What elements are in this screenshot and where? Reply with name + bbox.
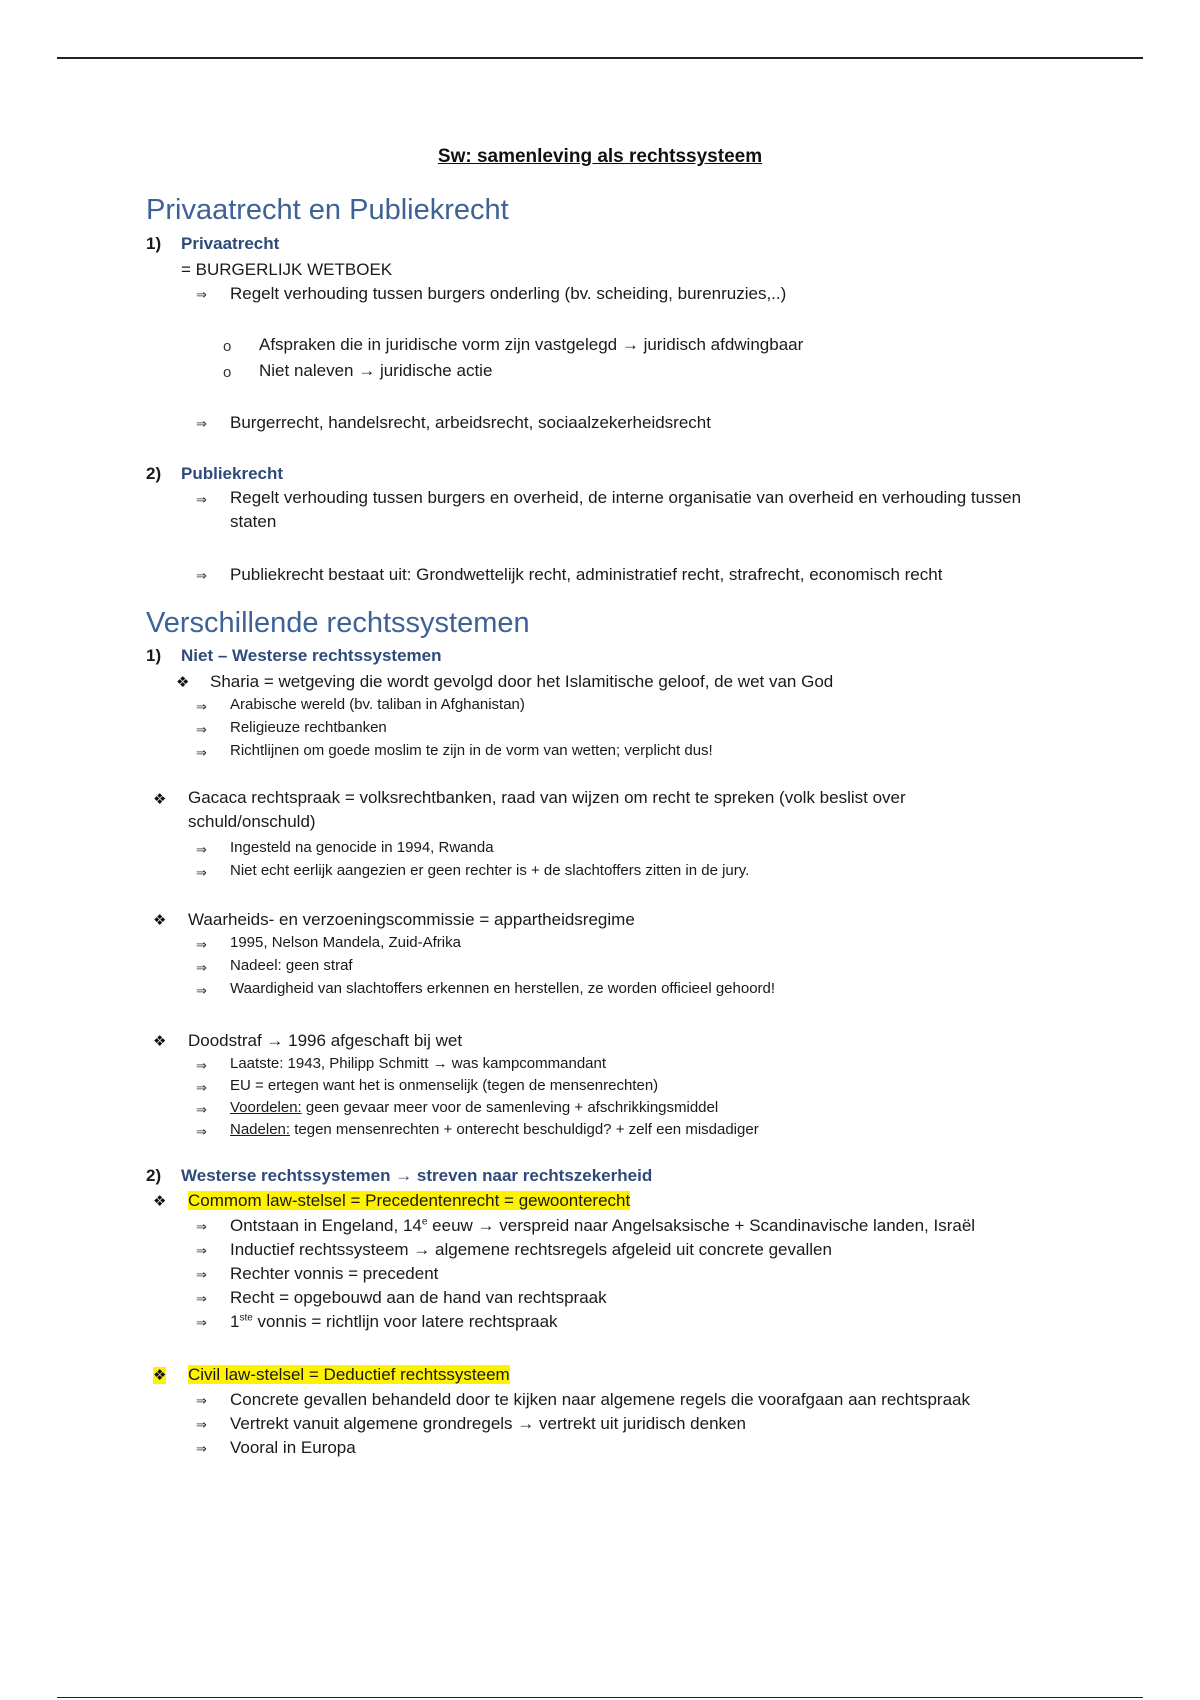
subheading-niet-westerse: Niet – Westerse rechtssystemen [181,646,442,665]
arrow-bullet-icon: ⇒ [196,1102,207,1117]
list-item-doodstraf: Doodstraf → 1996 afgeschaft bij wet [188,1031,463,1050]
arrow-bullet-icon: ⇒ [196,568,207,583]
diamond-bullet-icon: ❖ [153,1193,167,1210]
arrow-bullet-icon: ⇒ [196,1291,207,1306]
subheading-westerse: Westerse rechtssystemen → streven naar rechtszekerheid [181,1166,653,1185]
circle-bullet-icon: o [223,338,232,355]
list-item: Regelt verhouding tussen burgers onderling (bv. scheiding, burenruzies,..) [230,284,787,303]
item-text: 1 [230,1312,240,1331]
arrow-bullet-icon: ⇒ [196,287,207,302]
list-number: 2) [146,1166,162,1185]
voordelen-text: geen gevaar meer voor de samenleving + afschrikkingsmiddel [301,1099,719,1116]
bottom-rule [57,1697,1143,1698]
list-number: 1) [146,234,162,253]
list-item: Inductief rechtssysteem → algemene rechtsregels afgeleid uit concrete gevallen [230,1240,832,1259]
arrow-bullet-icon: ⇒ [196,1080,207,1095]
arrow-bullet-icon: ⇒ [196,1393,207,1408]
arrow-bullet-icon: ⇒ [196,983,207,998]
arrow-bullet-icon: ⇒ [196,960,207,975]
list-item: Niet naleven → juridische actie [259,361,493,380]
arrow-bullet-icon: ⇒ [196,699,207,714]
arrow-bullet-icon: ⇒ [196,842,207,857]
arrow-bullet-icon: ⇒ [196,745,207,760]
diamond-bullet-icon: ❖ [153,791,167,808]
arrow-bullet-icon: ⇒ [196,1417,207,1432]
list-item-common-law [188,1191,630,1211]
list-item: Religieuze rechtbanken [230,719,387,736]
definition-text: = BURGERLIJK WETBOEK [181,260,393,279]
superscript: e [421,1216,428,1228]
list-item: Nadeel: geen straf [230,957,353,974]
list-item-gacaca: Gacaca rechtspraak = volksrechtbanken, raad van wijzen om recht te spreken (volk beslist over schuld/onschuld) [188,788,906,831]
superscript: ste [239,1312,253,1324]
arrow-bullet-icon: ⇒ [196,937,207,952]
subheading-publiekrecht: Publiekrecht [181,464,284,483]
list-item-nadelen [230,1121,759,1138]
heading-verschillende-rechtssystemen: Verschillende rechtssystemen [146,607,530,639]
list-item-voordelen [230,1099,718,1116]
highlighted-text: Civil law-stelsel = Deductief rechtssysteem [188,1365,510,1384]
arrow-bullet-icon: ⇒ [196,1243,207,1258]
subheading-privaatrecht: Privaatrecht [181,234,280,253]
arrow-bullet-icon: ⇒ [196,1058,207,1073]
diamond-bullet-icon: ❖ [153,912,167,929]
top-rule [57,57,1143,59]
list-item: EU = ertegen want het is onmenselijk (tegen de mensenrechten) [230,1077,659,1094]
list-item: Richtlijnen om goede moslim te zijn in de vorm van wetten; verplicht dus! [230,742,713,759]
arrow-bullet-icon: ⇒ [196,492,207,507]
page-title: Sw: samenleving als rechtssysteem [437,146,763,167]
list-item: Niet echt eerlijk aangezien er geen rechter is + de slachtoffers zitten in de jury. [230,862,750,879]
list-item: Laatste: 1943, Philipp Schmitt → was kampcommandant [230,1055,607,1072]
list-number: 2) [146,464,162,483]
arrow-bullet-icon: ⇒ [196,1124,207,1139]
nadelen-label: Nadelen: [230,1121,291,1138]
voordelen-label: Voordelen: [230,1099,302,1116]
list-item: Vooral in Europa [230,1438,356,1457]
list-item [230,1216,975,1236]
diamond-glyph: ❖ [153,1367,167,1384]
list-item-sharia: Sharia = wetgeving die wordt gevolgd door het Islamitische geloof, de wet van God [210,672,834,691]
arrow-bullet-icon: ⇒ [196,865,207,880]
nadelen-text: tegen mensenrechten + onterecht beschuldigd? + zelf een misdadiger [290,1121,759,1138]
item-text: Ontstaan in Engeland, 14 [230,1216,422,1235]
list-item: Rechter vonnis = precedent [230,1264,439,1283]
arrow-bullet-icon: ⇒ [196,1441,207,1456]
highlighted-text: Commom law-stelsel = Precedentenrecht = gewoonterecht [188,1191,631,1210]
heading-privaatrecht-publiekrecht: Privaatrecht en Publiekrecht [146,194,509,226]
list-item: 1995, Nelson Mandela, Zuid-Afrika [230,934,461,951]
arrow-bullet-icon: ⇒ [196,1315,207,1330]
list-number: 1) [146,646,162,665]
list-item: Waardigheid van slachtoffers erkennen en herstellen, ze worden officieel gehoord! [230,980,776,997]
list-item: Burgerrecht, handelsrecht, arbeidsrecht, sociaalzekerheidsrecht [230,413,711,432]
list-item [230,1312,558,1332]
item-text: vonnis = richtlijn voor latere rechtspraak [252,1312,558,1331]
circle-bullet-icon: o [223,364,232,381]
list-item: Publiekrecht bestaat uit: Grondwettelijk recht, administratief recht, strafrecht, economisch recht [230,565,943,584]
list-item: Recht = opgebouwd aan de hand van rechtspraak [230,1288,607,1307]
list-item: Vertrekt vanuit algemene grondregels → vertrekt uit juridisch denken [230,1414,746,1433]
diamond-bullet-icon: ❖ [176,674,190,691]
list-item-waarheidscommissie: Waarheids- en verzoeningscommissie = appartheidsregime [188,910,635,929]
list-item: Afspraken die in juridische vorm zijn vastgelegd → juridisch afdwingbaar [259,335,804,354]
list-item: Ingesteld na genocide in 1994, Rwanda [230,839,494,856]
list-item: Arabische wereld (bv. taliban in Afghanistan) [230,696,525,713]
item-text: eeuw → verspreid naar Angelsaksische + Scandinavische landen, Israël [427,1216,976,1235]
diamond-bullet-icon [153,1366,166,1384]
arrow-bullet-icon: ⇒ [196,416,207,431]
arrow-bullet-icon: ⇒ [196,722,207,737]
list-item-civil-law [188,1365,510,1385]
diamond-bullet-icon: ❖ [153,1033,167,1050]
arrow-bullet-icon: ⇒ [196,1219,207,1234]
arrow-bullet-icon: ⇒ [196,1267,207,1282]
list-item: Concrete gevallen behandeld door te kijken naar algemene regels die voorafgaan aan rechtspraak [230,1390,970,1409]
list-item: Regelt verhouding tussen burgers en overheid, de interne organisatie van overheid en verhouding tussen staten [230,488,1022,531]
